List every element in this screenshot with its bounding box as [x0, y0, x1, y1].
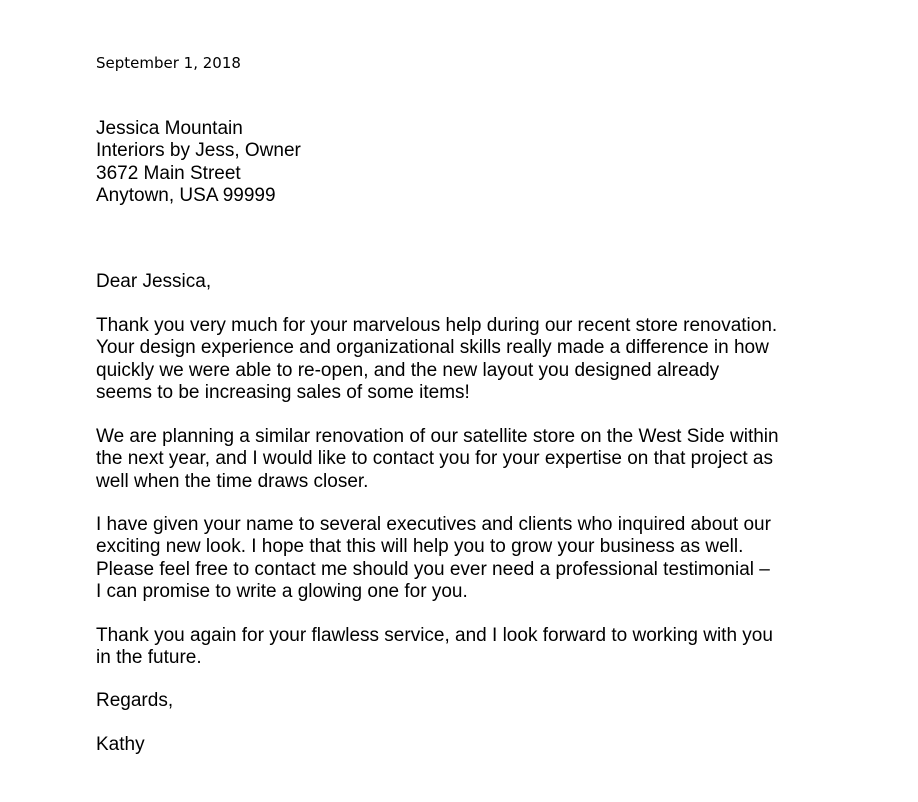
paragraph-line: well when the time draws closer. [96, 470, 369, 492]
recipient-company: Interiors by Jess, Owner [96, 140, 301, 162]
paragraph-future-project [96, 426, 779, 493]
salutation: Dear Jessica, [96, 271, 212, 292]
paragraph-closing-thanks [96, 625, 773, 670]
letter-date: September 1, 2018 [96, 54, 241, 72]
recipient-address [96, 118, 301, 207]
recipient-street: 3672 Main Street [96, 162, 241, 184]
paragraph-line: I have given your name to several executives and clients who inquired about our [96, 514, 771, 535]
paragraph-referrals [96, 514, 771, 603]
closing: Regards, [96, 690, 174, 711]
paragraph-line: seems to be increasing sales of some items! [96, 381, 470, 403]
paragraph-line: the next year, and I would like to contact you for your expertise on that project as [96, 448, 773, 470]
paragraph-line: Thank you very much for your marvelous help during our recent store renovation. [96, 315, 778, 336]
paragraph-line: in the future. [96, 647, 202, 669]
paragraph-thanks [96, 315, 777, 404]
paragraph-line: Your design experience and organizational skills really made a difference in how [96, 337, 769, 359]
signature: Kathy [96, 734, 145, 755]
paragraph-line: I can promise to write a glowing one for you. [96, 580, 468, 602]
paragraph-line: exciting new look. I hope that this will help you to grow your business as well. [96, 536, 744, 558]
recipient-name: Jessica Mountain [96, 118, 243, 139]
recipient-city: Anytown, USA 99999 [96, 184, 276, 206]
paragraph-line: Thank you again for your flawless service, and I look forward to working with you [96, 625, 773, 646]
paragraph-line: Please feel free to contact me should you ever need a professional testimonial – [96, 558, 770, 580]
paragraph-line: We are planning a similar renovation of our satellite store on the West Side within [96, 426, 779, 447]
paragraph-line: quickly we were able to re-open, and the new layout you designed already [96, 359, 720, 381]
